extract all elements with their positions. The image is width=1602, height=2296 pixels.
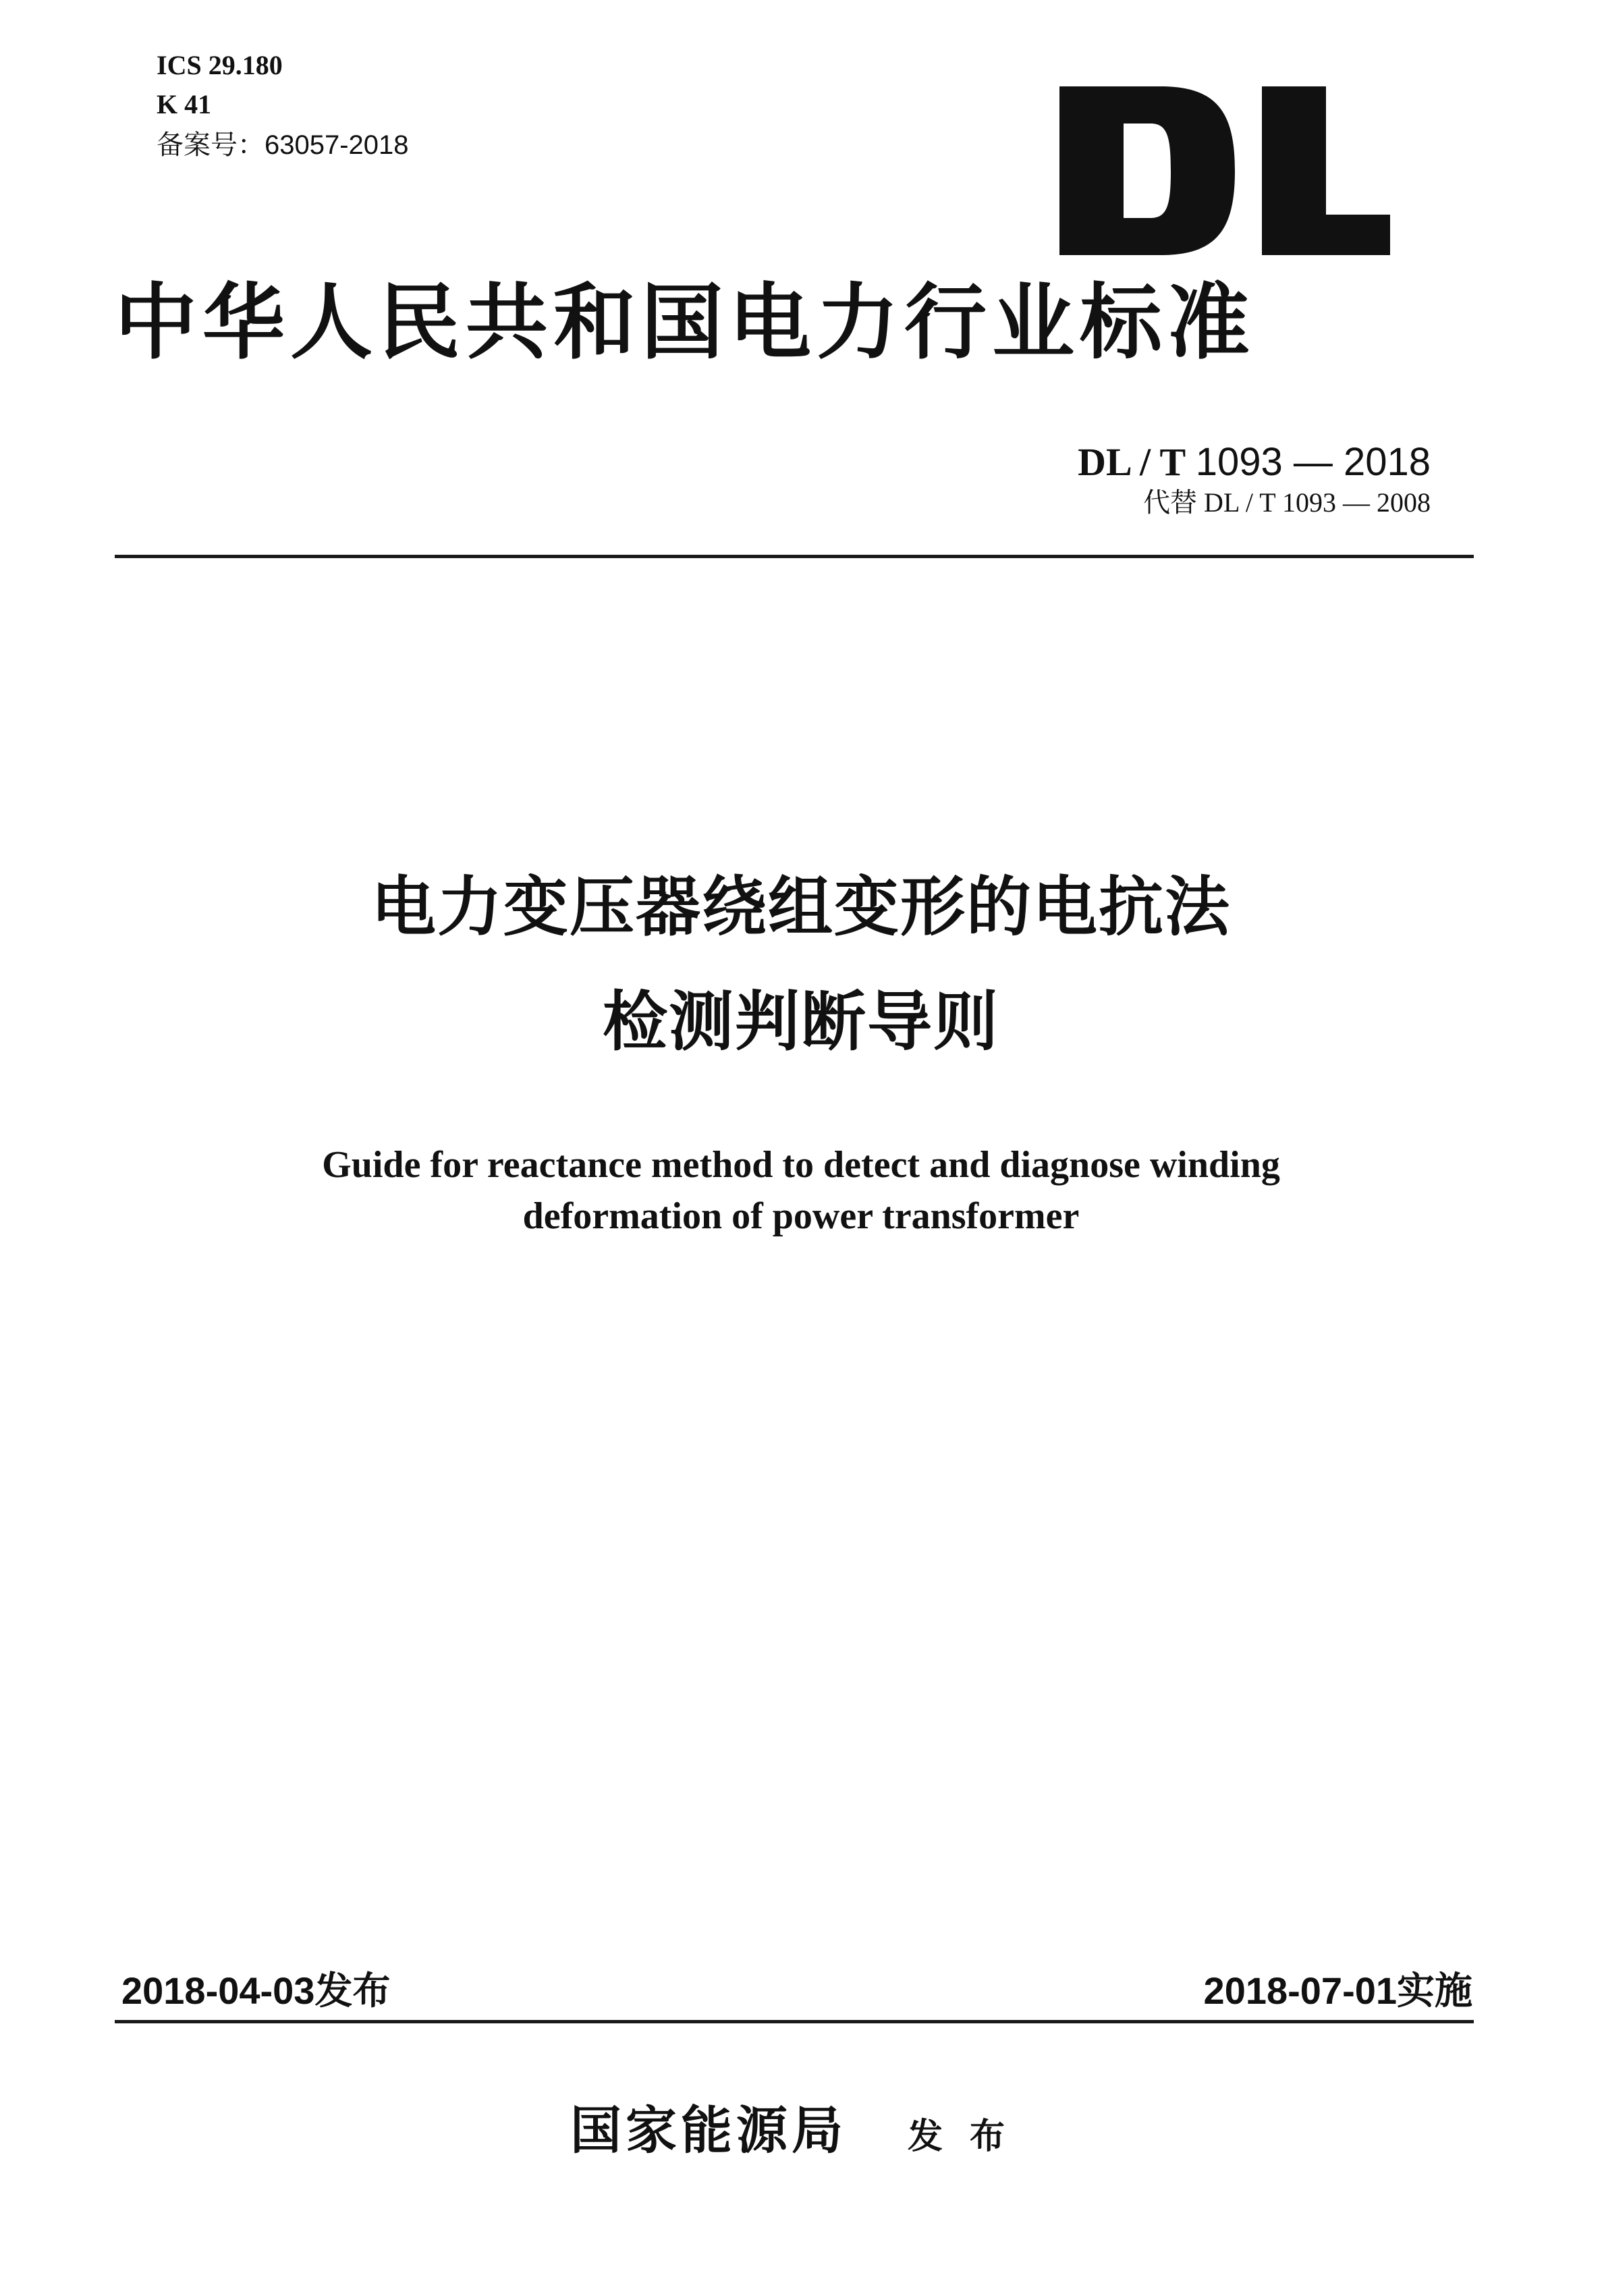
implementation-date: 2018-07-01实施 xyxy=(1203,1969,1472,2012)
industry-standard-title: 中华人民共和国电力行业标准 xyxy=(115,278,1255,369)
standard-code: 1093 — 2018 xyxy=(1195,440,1431,484)
record-number: 备案号：63057-2018 xyxy=(157,130,409,160)
title-en-line2: deformation of power transformer xyxy=(522,1195,1080,1237)
ics-code-text: ICS 29.180 xyxy=(157,50,283,80)
replaces-standard: 代替 DL / T 1093 — 2008 xyxy=(1143,487,1431,518)
dl-logo xyxy=(1059,86,1390,255)
header-divider xyxy=(115,555,1474,558)
dl-logo-letter-l xyxy=(1262,86,1390,255)
issue-date: 2018-04-03发布 xyxy=(121,1969,391,2012)
publisher-action: 发布 xyxy=(907,2118,1032,2156)
footer-divider xyxy=(115,2020,1474,2023)
publisher xyxy=(0,2098,1602,2179)
ics-code xyxy=(157,49,283,82)
standard-prefix: DL / T xyxy=(1078,440,1186,484)
title-zh-line2: 检测判断导则 xyxy=(603,986,999,1058)
ccs-code xyxy=(157,88,211,121)
publisher-organization: 国家能源局 xyxy=(570,2103,847,2160)
title-zh-line1: 电力变压器绕组变形的电抗法 xyxy=(371,871,1231,944)
standard-number xyxy=(1078,439,1431,486)
ccs-code-text: K 41 xyxy=(157,89,212,119)
dl-logo-letter-d xyxy=(1059,86,1235,255)
title-en-line1: Guide for reactance method to detect and diagnose winding xyxy=(322,1144,1280,1186)
